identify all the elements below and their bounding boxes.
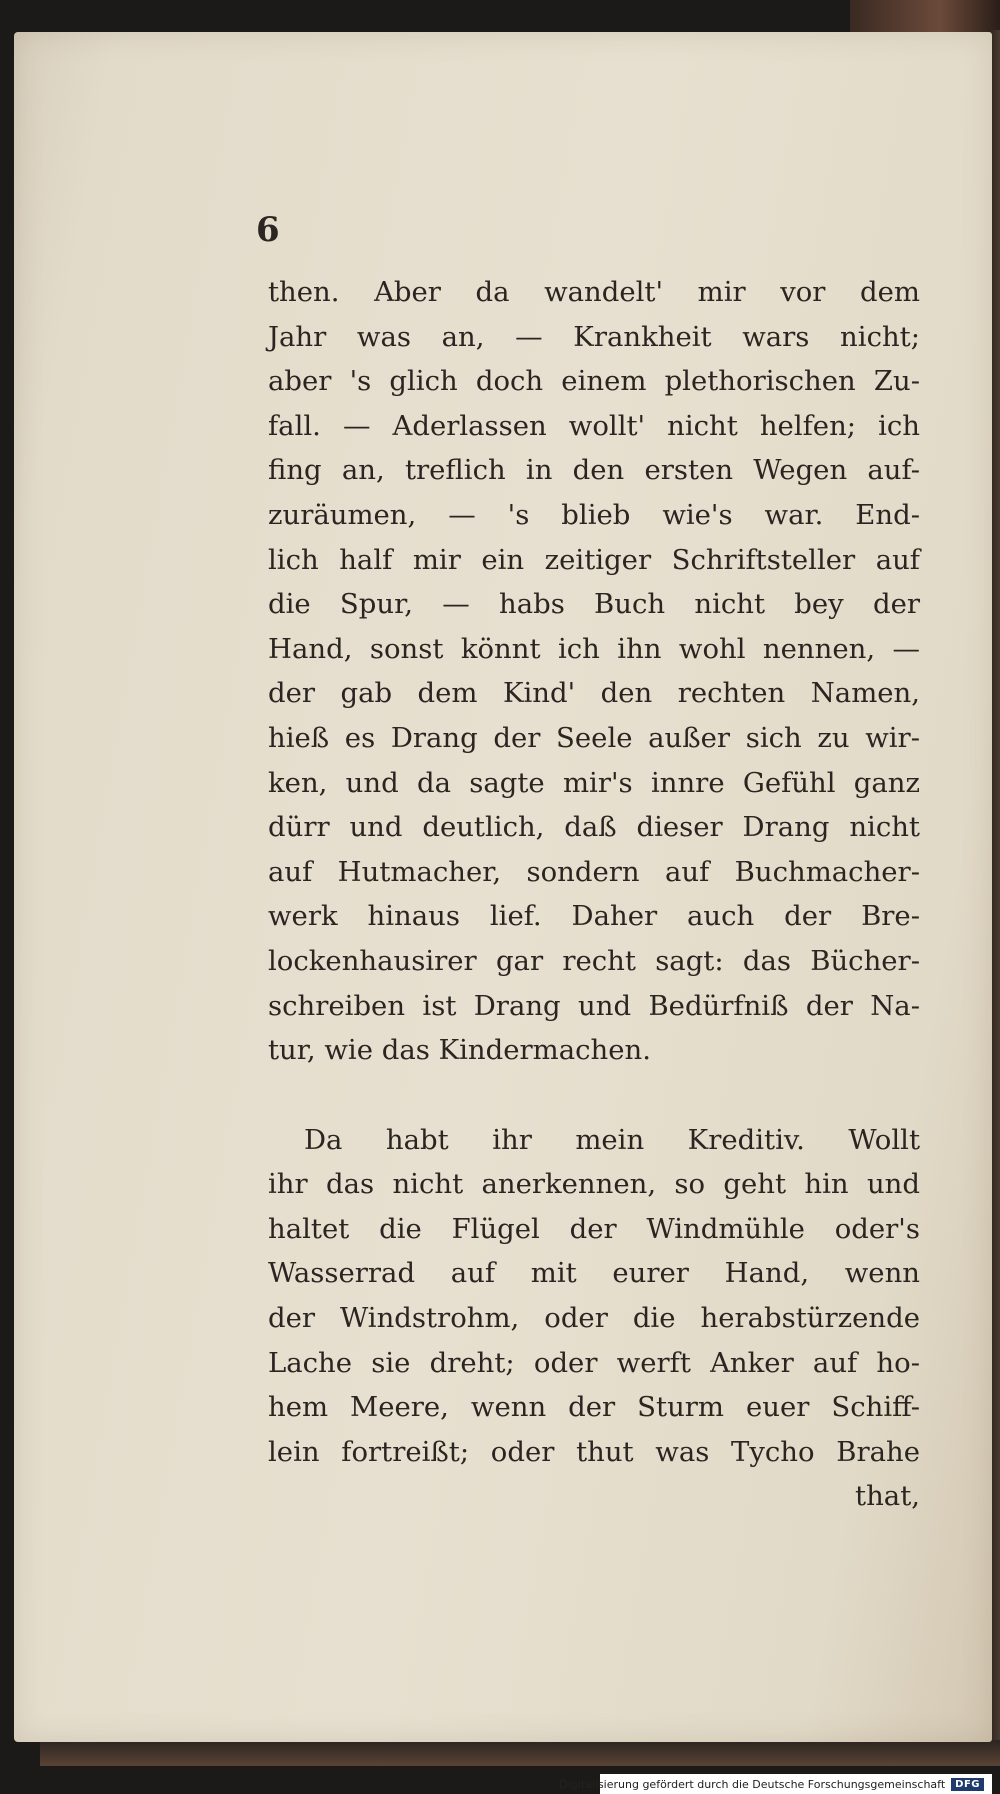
book-edge-bottom	[40, 1740, 1000, 1766]
text-line: then. Aber da wandelt' mir vor dem	[268, 276, 920, 308]
text-line: der gab dem Kind' den rechten Namen,	[268, 677, 920, 710]
text-line: hieß es Drang der Seele außer sich zu wir-	[268, 721, 920, 754]
text-line: lein fortreißt; oder thut was Tycho Brahe	[268, 1435, 920, 1468]
text-line: dürr und deutlich, daß dieser Drang nicht	[268, 811, 920, 844]
text-line: schreiben ist Drang und Bedürfniß der Na-	[268, 989, 920, 1022]
text-line: werk hinaus lief. Daher auch der Bre-	[268, 900, 920, 933]
paragraph-gap	[268, 1073, 920, 1118]
digitization-footer	[559, 1774, 992, 1794]
text-line: Lache sie dreht; oder werft Anker auf ho-	[268, 1346, 920, 1379]
text-line: lich half mir ein zeitiger Schriftsteller auf	[268, 543, 920, 576]
text-line: auf Hutmacher, sondern auf Buchmacher-	[268, 855, 920, 888]
text-line: ken, und da sagte mir's innre Gefühl ganz	[268, 766, 920, 799]
paragraph-1	[268, 270, 920, 1073]
text-line: haltet die Flügel der Windmühle oder's	[268, 1212, 920, 1245]
book-edge-top	[850, 0, 1000, 34]
text-line: Wasserrad auf mit eurer Hand, wenn	[268, 1257, 920, 1290]
footer-credit: Digitalisierung gefördert durch die Deutsche Forschungsgemeinschaft	[559, 1777, 946, 1791]
text-line: Da habt ihr mein Kreditiv. Wollt	[304, 1123, 920, 1156]
text-line: fall. — Aderlassen wollt' nicht helfen; ich	[268, 409, 920, 442]
dfg-logo: DFG	[951, 1778, 984, 1791]
text-line: ihr das nicht anerkennen, so geht hin und	[268, 1168, 920, 1201]
text-line: die Spur, — habs Buch nicht bey der	[268, 588, 920, 621]
text-line: hem Meere, wenn der Sturm euer Schiff-	[268, 1391, 920, 1424]
page-number: 6	[256, 210, 280, 250]
text-line: tur, wie das Kindermachen.	[268, 1034, 651, 1067]
text-line: fing an, treflich in den ersten Wegen auf-	[268, 454, 920, 487]
text-line: der Windstrohm, oder die herabstürzende	[268, 1302, 920, 1335]
text-line: zuräumen, — 's blieb wie's war. End-	[268, 498, 920, 531]
catchword: that,	[855, 1480, 920, 1513]
text-line: lockenhausirer gar recht sagt: das Bücher-	[268, 944, 920, 977]
text-line: aber 's glich doch einem plethorischen Zu-	[268, 365, 920, 398]
text-line: Jahr was an, — Krankheit wars nicht;	[268, 320, 920, 353]
text-line: Hand, sonst könnt ich ihn wohl nennen, —	[268, 632, 920, 665]
body-text	[268, 270, 920, 1519]
paragraph-2	[268, 1118, 920, 1519]
